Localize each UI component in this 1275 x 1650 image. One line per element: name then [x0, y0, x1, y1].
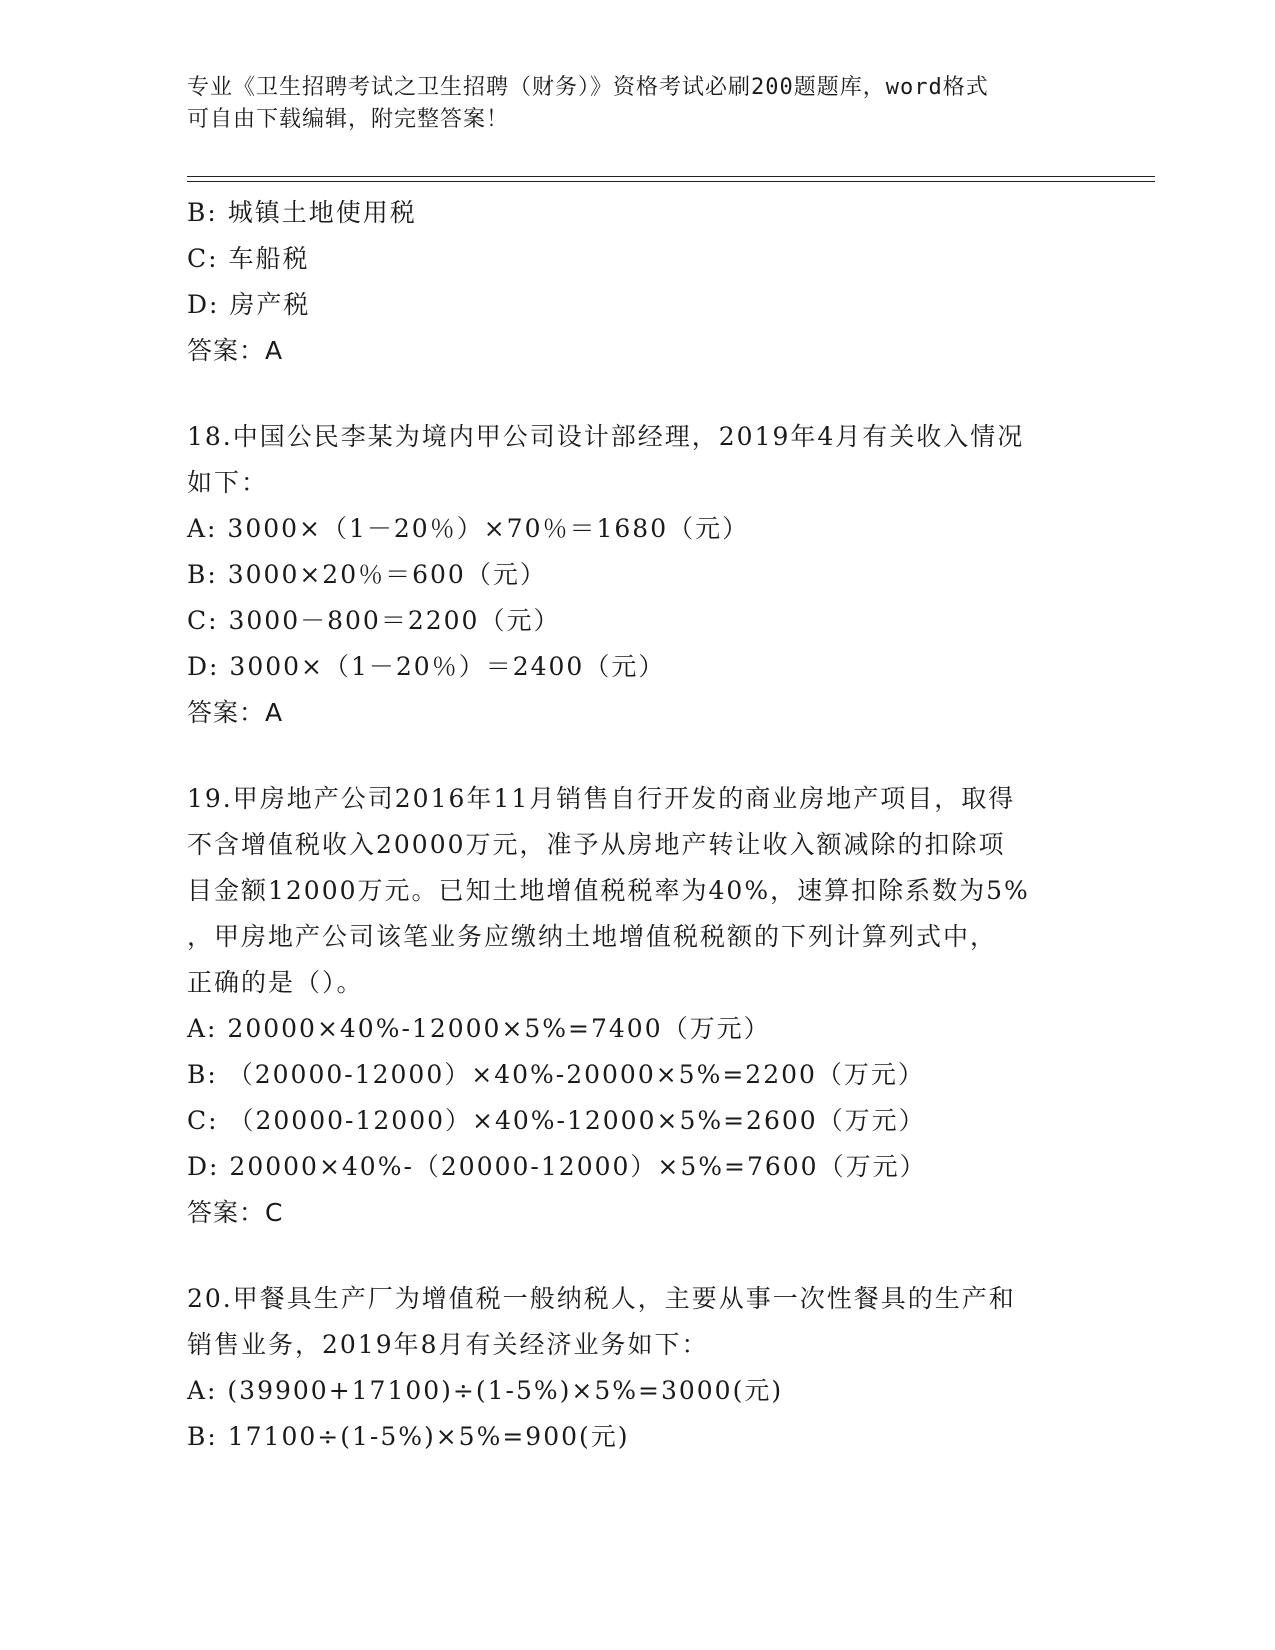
- spacer: [187, 1236, 1087, 1276]
- option-c: C: 车船税: [187, 244, 310, 273]
- option-b: B: 17100÷(1-5%)×5%=900(元): [187, 1422, 630, 1451]
- header-divider-bottom: [187, 181, 1155, 182]
- question-17-continued: [187, 190, 1087, 374]
- question-stem-line: 目金额12000万元。已知土地增值税税率为40%，速算扣除系数为5%: [187, 876, 1030, 905]
- option-d: D: 房产税: [187, 290, 311, 319]
- option-a: A: 20000×40%-12000×5%=7400（万元）: [187, 1014, 771, 1043]
- option-a: A: 3000×（1－20％）×70％＝1680（元）: [187, 514, 750, 543]
- question-stem-line: 不含增值税收入20000万元，准予从房地产转让收入额减除的扣除项: [187, 830, 1006, 859]
- spacer: [187, 374, 1087, 414]
- option-b: B: 3000×20％＝600（元）: [187, 560, 547, 589]
- question-stem-line: 如下：: [187, 468, 269, 497]
- spacer: [187, 736, 1087, 776]
- answer-line: 答案：A: [187, 698, 284, 727]
- question-20: [187, 1276, 1087, 1460]
- header-divider-top: [187, 176, 1155, 177]
- question-stem-line: 正确的是（）。: [187, 968, 364, 997]
- document-header: [187, 72, 1087, 136]
- question-stem-line: 20.甲餐具生产厂为增值税一般纳税人，主要从事一次性餐具的生产和: [187, 1284, 1016, 1313]
- answer-line: 答案：A: [187, 336, 284, 365]
- header-line-2: 可自由下载编辑，附完整答案！: [187, 107, 510, 132]
- option-d: D: 3000×（1－20％）＝2400（元）: [187, 652, 666, 681]
- question-stem-line: 19.甲房地产公司2016年11月销售自行开发的商业房地产项目，取得: [187, 784, 1016, 813]
- option-b: B: （20000-12000）×40%-20000×5%=2200（万元）: [187, 1060, 925, 1089]
- answer-line: 答案：C: [187, 1198, 284, 1227]
- question-stem-line: 18.中国公民李某为境内甲公司设计部经理，2019年4月有关收入情况: [187, 422, 1025, 451]
- option-d: D: 20000×40%-（20000-12000）×5%=7600（万元）: [187, 1152, 927, 1181]
- option-c: C: （20000-12000）×40%-12000×5%=2600（万元）: [187, 1106, 926, 1135]
- option-c: C: 3000－800＝2200（元）: [187, 606, 561, 635]
- question-content: [187, 190, 1087, 1460]
- header-line-1: 专业《卫生招聘考试之卫生招聘（财务）》资格考试必刷200题题库，word格式: [187, 75, 989, 100]
- question-stem-line: 销售业务，2019年8月有关经济业务如下：: [187, 1330, 709, 1359]
- question-18: [187, 414, 1087, 736]
- option-a: A: (39900+17100)÷(1-5%)×5%=3000(元): [187, 1376, 784, 1405]
- option-b: B: 城镇土地使用税: [187, 198, 417, 227]
- question-19: [187, 776, 1087, 1236]
- question-stem-line: ，甲房地产公司该笔业务应缴纳土地增值税税额的下列计算列式中，: [187, 922, 998, 951]
